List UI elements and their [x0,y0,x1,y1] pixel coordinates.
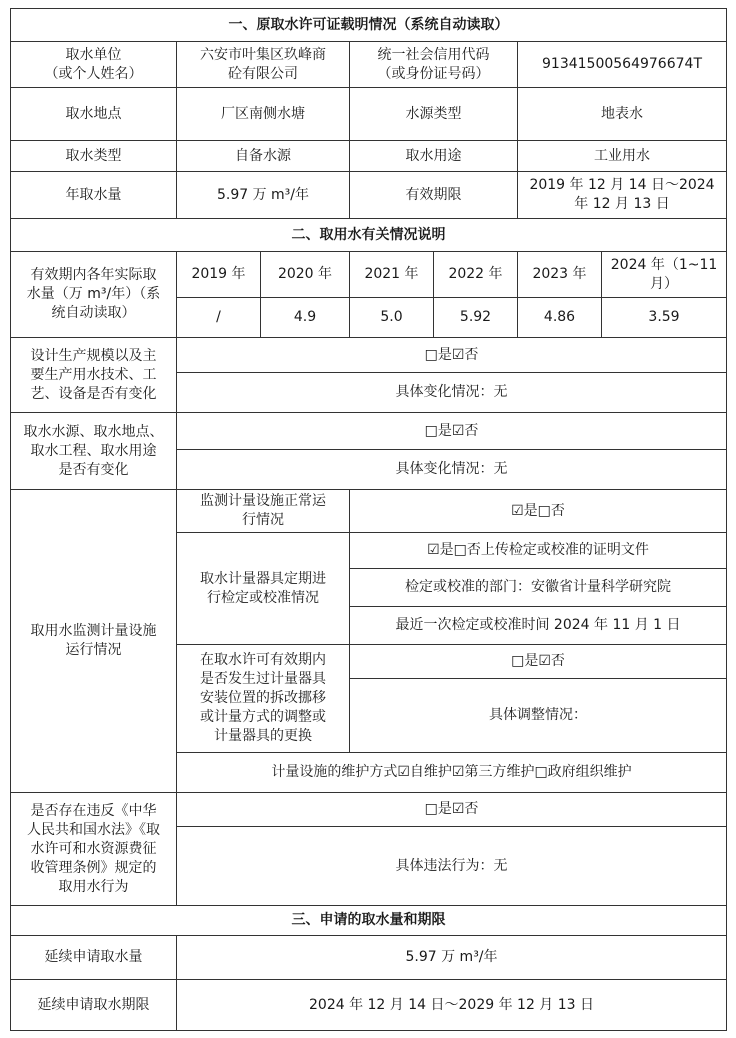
intake-type-label: 取水类型 [11,141,177,172]
violation-detail: 具体违法行为：无 [177,827,727,906]
calibration-upload-checkbox[interactable]: ☑是□否上传检定或校准的证明文件 [350,533,727,569]
source-change-label: 取水水源、取水地点、 取水工程、取水用途 是否有变化 [11,413,177,490]
credit-label: 统一社会信用代码 （或身份证号码） [350,42,518,88]
location-label: 取水地点 [11,88,177,141]
annual-label: 年取水量 [11,172,177,219]
maintenance-method-checkboxes[interactable]: 计量设施的维护方式☑自维护☑第三方维护□政府组织维护 [177,753,727,793]
use-value: 工业用水 [518,141,727,172]
actual-usage-label: 有效期内各年实际取 水量（万 m³/年）（系 统自动读取） [11,252,177,338]
year-2019: 2019 年 [177,252,261,298]
violation-label: 是否存在违反《中华 人民共和国水法》《取 水许可和水资源费征 收管理条例》规定的 取用水行为 [11,793,177,906]
amount-2024: 3.59 [602,298,727,338]
source-change-detail: 具体变化情况：无 [177,450,727,490]
renew-period-label: 延续申请取水期限 [11,980,177,1031]
amount-2019: / [177,298,261,338]
calibration-label: 取水计量器具定期进 行检定或校准情况 [177,533,350,645]
relocation-label: 在取水许可有效期内 是否发生过计量器具 安装位置的拆改挪移 或计量方式的调整或 计量器具的更换 [177,645,350,753]
meter-operation-label: 取用水监测计量设施 运行情况 [11,490,177,793]
source-type-value: 地表水 [518,88,727,141]
year-2024: 2024 年（1~11 月） [602,252,727,298]
permit-form [10,8,727,1031]
relocation-detail: 具体调整情况： [350,679,727,753]
amount-2020: 4.9 [261,298,350,338]
violation-checkbox[interactable]: □是☑否 [177,793,727,827]
use-label: 取水用途 [350,141,518,172]
section2-title: 二、取用水有关情况说明 [11,219,727,252]
section3-title: 三、申请的取水量和期限 [11,906,727,936]
source-type-label: 水源类型 [350,88,518,141]
renew-period-value: 2024 年 12 月 14 日～2029 年 12 月 13 日 [177,980,727,1031]
amount-2022: 5.92 [434,298,518,338]
unit-label: 取水单位 （或个人姓名） [11,42,177,88]
meter-normal-label: 监测计量设施正常运 行情况 [177,490,350,533]
calibration-department: 检定或校准的部门：安徽省计量科学研究院 [350,569,727,607]
meter-normal-checkbox[interactable]: ☑是□否 [350,490,727,533]
amount-2023: 4.86 [518,298,602,338]
source-yes-no-checkbox[interactable]: □是☑否 [177,413,727,450]
unit-value: 六安市叶集区玖峰商 砼有限公司 [177,42,350,88]
permit-table [10,8,727,1031]
year-2023: 2023 年 [518,252,602,298]
renew-amount-label: 延续申请取水量 [11,936,177,980]
validity-value: 2019 年 12 月 14 日～2024 年 12 月 13 日 [518,172,727,219]
design-yes-no-checkbox[interactable]: □是☑否 [177,338,727,373]
relocation-checkbox[interactable]: □是☑否 [350,645,727,679]
credit-value: 91341500564976674T [518,42,727,88]
design-change-detail: 具体变化情况：无 [177,373,727,413]
year-2020: 2020 年 [261,252,350,298]
design-change-label: 设计生产规模以及主 要生产用水技术、工 艺、设备是否有变化 [11,338,177,413]
annual-value: 5.97 万 m³/年 [177,172,350,219]
year-2021: 2021 年 [350,252,434,298]
location-value: 厂区南侧水塘 [177,88,350,141]
year-2022: 2022 年 [434,252,518,298]
validity-label: 有效期限 [350,172,518,219]
calibration-date: 最近一次检定或校准时间 2024 年 11 月 1 日 [350,607,727,645]
intake-type-value: 自备水源 [177,141,350,172]
renew-amount-value: 5.97 万 m³/年 [177,936,727,980]
section1-title: 一、原取水许可证载明情况（系统自动读取） [11,9,727,42]
amount-2021: 5.0 [350,298,434,338]
